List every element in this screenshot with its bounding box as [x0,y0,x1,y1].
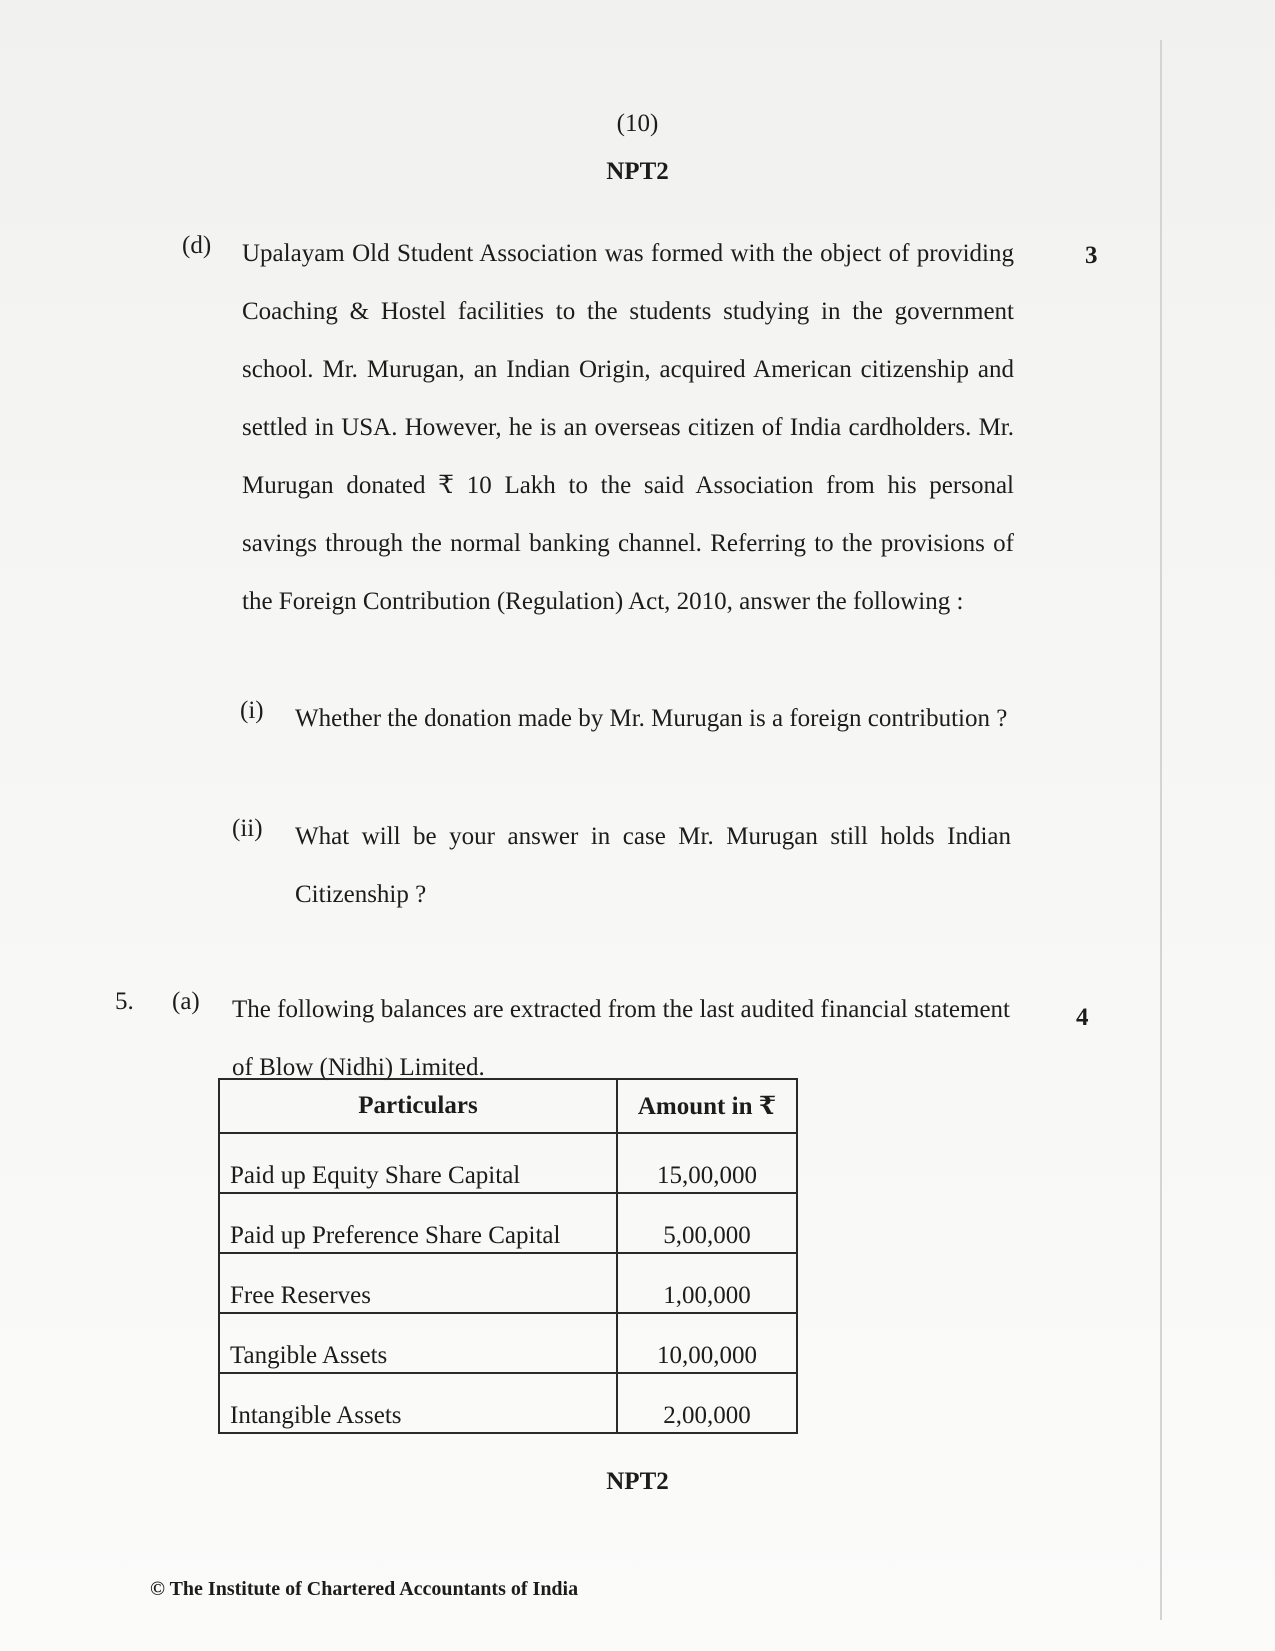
table-row [219,1313,797,1373]
sub-item-ii-text: What will be your answer in case Mr. Murugan still holds Indian Citizenship ? [295,823,1011,908]
sub-item-i-label: (i) [240,697,264,724]
table-row [219,1373,797,1433]
table-row [219,1133,797,1193]
particular-cell: Intangible Assets [219,1373,617,1433]
amount-cell: 5,00,000 [617,1193,797,1253]
question-5a-marks: 4 [1076,1004,1089,1031]
table-row [219,1253,797,1313]
particular-cell: Paid up Preference Share Capital [219,1193,617,1253]
question-5a-label: (a) [172,988,200,1015]
page-number: (10) [616,110,659,137]
question-5a-text: The following balances are extracted from the last audited financial statement of Blow (Nidhi) Limited. [232,996,1010,1081]
particular-cell: Free Reserves [219,1253,617,1313]
amount-cell: 15,00,000 [617,1133,797,1193]
amount-cell: 2,00,000 [617,1373,797,1433]
sub-item-i-text: Whether the donation made by Mr. Murugan is a foreign contribution ? [295,705,1008,732]
table-row [219,1193,797,1253]
paper-code-header: NPT2 [606,158,669,185]
header-particulars: Particulars [219,1079,617,1133]
amount-cell: 1,00,000 [617,1253,797,1313]
amount-cell: 10,00,000 [617,1313,797,1373]
question-d-marks: 3 [1085,242,1098,269]
table-header-row [219,1079,797,1133]
particular-cell: Tangible Assets [219,1313,617,1373]
header-amount: Amount in ₹ [617,1079,797,1133]
page-edge-shadow [1160,40,1162,1620]
sub-item-ii-label: (ii) [232,815,263,842]
copyright-footer: © The Institute of Chartered Accountants of India [150,1578,579,1600]
paper-code-footer: NPT2 [606,1468,669,1495]
particular-cell: Paid up Equity Share Capital [219,1133,617,1193]
question-5-number: 5. [115,988,134,1015]
question-d-label: (d) [182,232,212,259]
question-d-text: Upalayam Old Student Association was formed with the object of providing Coaching & Hostel facilities to the students studying in the government school. Mr. Murugan, an Indian Origin, acquired American citizenship and settled in USA. However, he is an overseas citizen of India cardholders. Mr. Murugan donated ₹ 10 Lakh to the said Association from his personal savings through the normal banking channel. Referring to the provisions of the Foreign Contribution (Regulation) Act, 2010, answer the following : [242,240,1014,615]
balances-table [218,1078,798,1434]
